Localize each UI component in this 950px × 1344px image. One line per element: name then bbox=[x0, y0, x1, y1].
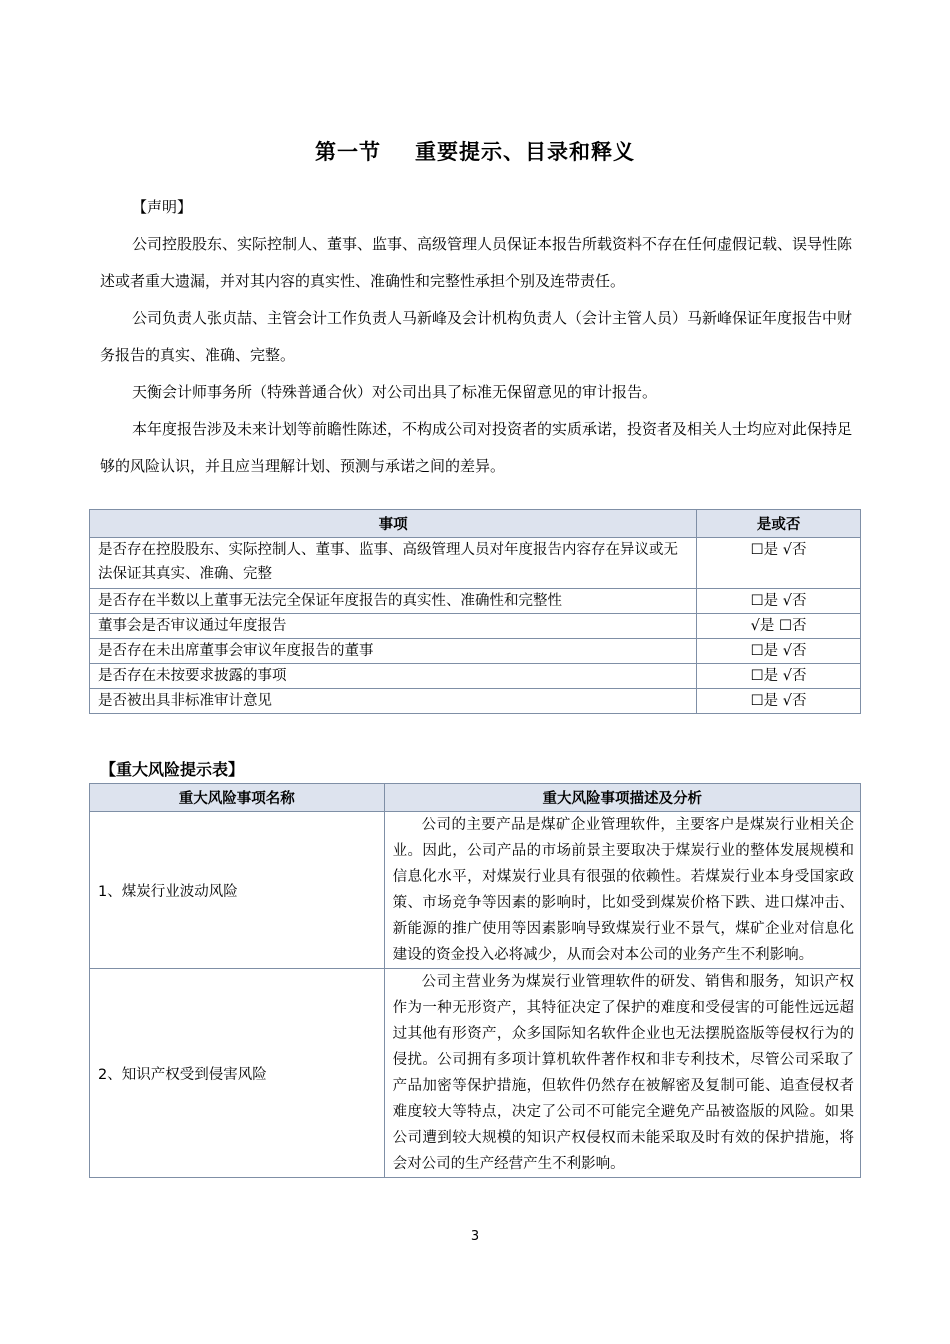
table-row bbox=[90, 538, 861, 589]
header-item: 事项 bbox=[90, 510, 697, 538]
page-title bbox=[0, 136, 950, 166]
matter-item: 是否存在半数以上董事无法完全保证年度报告的真实性、准确性和完整性 bbox=[90, 589, 697, 614]
statement-label: 【声明】 bbox=[132, 198, 193, 216]
table-row bbox=[90, 689, 861, 714]
table-row bbox=[90, 969, 861, 1178]
statement-paragraph-3: 天衡会计师事务所（特殊普通合伙）对公司出具了标准无保留意见的审计报告。 bbox=[132, 383, 658, 401]
risk-description: 公司的主要产品是煤矿企业管理软件，主要客户是煤炭行业相关企业。因此，公司产品的市场前景主要取决于煤炭行业的整体发展规模和信息化水平，对煤炭行业具有很强的依赖性。若煤炭行业本身受国家政策、市场竞争等因素的影响时，比如受到煤炭价格下跌、进口煤冲击、新能源的推广使用等因素影响导致煤炭行业不景气，煤矿企业对信息化建设的资金投入必将减少，从而会对本公司的业务产生不利影响。 bbox=[384, 812, 860, 969]
matter-answer: ☐是 √否 bbox=[697, 589, 861, 614]
section-number: 第一节 bbox=[315, 140, 381, 164]
matters-table bbox=[89, 509, 861, 714]
matter-answer: ☐是 √否 bbox=[697, 538, 861, 589]
risk-description: 公司主营业务为煤炭行业管理软件的研发、销售和服务，知识产权作为一种无形资产，其特征决定了保护的难度和受侵害的可能性远远超过其他有形资产，众多国际知名软件企业也无法摆脱盗版等侵权行为的侵扰。公司拥有多项计算机软件著作权和非专利技术，尽管公司采取了产品加密等保护措施，但软件仍然存在被解密及复制可能、追查侵权者难度较大等特点，决定了公司不可能完全避免产品被盗版的风险。如果公司遭到较大规模的知识产权侵权而未能采取及时有效的保护措施，将会对公司的生产经营产生不利影响。 bbox=[384, 969, 860, 1178]
table-row bbox=[90, 639, 861, 664]
matter-answer: √是 ☐否 bbox=[697, 614, 861, 639]
matters-table-header bbox=[90, 510, 861, 538]
page-number: 3 bbox=[470, 1229, 480, 1244]
risk-table bbox=[89, 783, 861, 1178]
matter-item: 董事会是否审议通过年度报告 bbox=[90, 614, 697, 639]
section-heading: 重要提示、目录和释义 bbox=[415, 140, 635, 164]
matter-item: 是否存在未按要求披露的事项 bbox=[90, 664, 697, 689]
statement-paragraph-1: 公司控股股东、实际控制人、董事、监事、高级管理人员保证本报告所载资料不存在任何虚假记载、误导性陈述或者重大遗漏，并对其内容的真实性、准确性和完整性承担个别及连带责任。 bbox=[100, 235, 853, 290]
risk-section-label: 【重大风险提示表】 bbox=[100, 760, 245, 779]
header-yes-no: 是或否 bbox=[697, 510, 861, 538]
matter-item: 是否存在未出席董事会审议年度报告的董事 bbox=[90, 639, 697, 664]
matter-item: 是否被出具非标准审计意见 bbox=[90, 689, 697, 714]
matter-answer: ☐是 √否 bbox=[697, 689, 861, 714]
statement-paragraph-4: 本年度报告涉及未来计划等前瞻性陈述，不构成公司对投资者的实质承诺，投资者及相关人士均应对此保持足够的风险认识，并且应当理解计划、预测与承诺之间的差异。 bbox=[100, 420, 853, 475]
table-row bbox=[90, 812, 861, 969]
matter-answer: ☐是 √否 bbox=[697, 664, 861, 689]
header-risk-desc: 重大风险事项描述及分析 bbox=[384, 784, 860, 812]
table-row bbox=[90, 614, 861, 639]
risk-table-header bbox=[90, 784, 861, 812]
matter-answer: ☐是 √否 bbox=[697, 639, 861, 664]
matter-item: 是否存在控股股东、实际控制人、董事、监事、高级管理人员对年度报告内容存在异议或无法保证其真实、准确、完整 bbox=[90, 538, 697, 589]
risk-name: 1、煤炭行业波动风险 bbox=[90, 812, 385, 969]
statement-paragraph-2: 公司负责人张贞喆、主管会计工作负责人马新峰及会计机构负责人（会计主管人员）马新峰保证年度报告中财务报告的真实、准确、完整。 bbox=[100, 309, 853, 364]
table-row bbox=[90, 664, 861, 689]
table-row bbox=[90, 589, 861, 614]
risk-name: 2、知识产权受到侵害风险 bbox=[90, 969, 385, 1178]
header-risk-name: 重大风险事项名称 bbox=[90, 784, 385, 812]
